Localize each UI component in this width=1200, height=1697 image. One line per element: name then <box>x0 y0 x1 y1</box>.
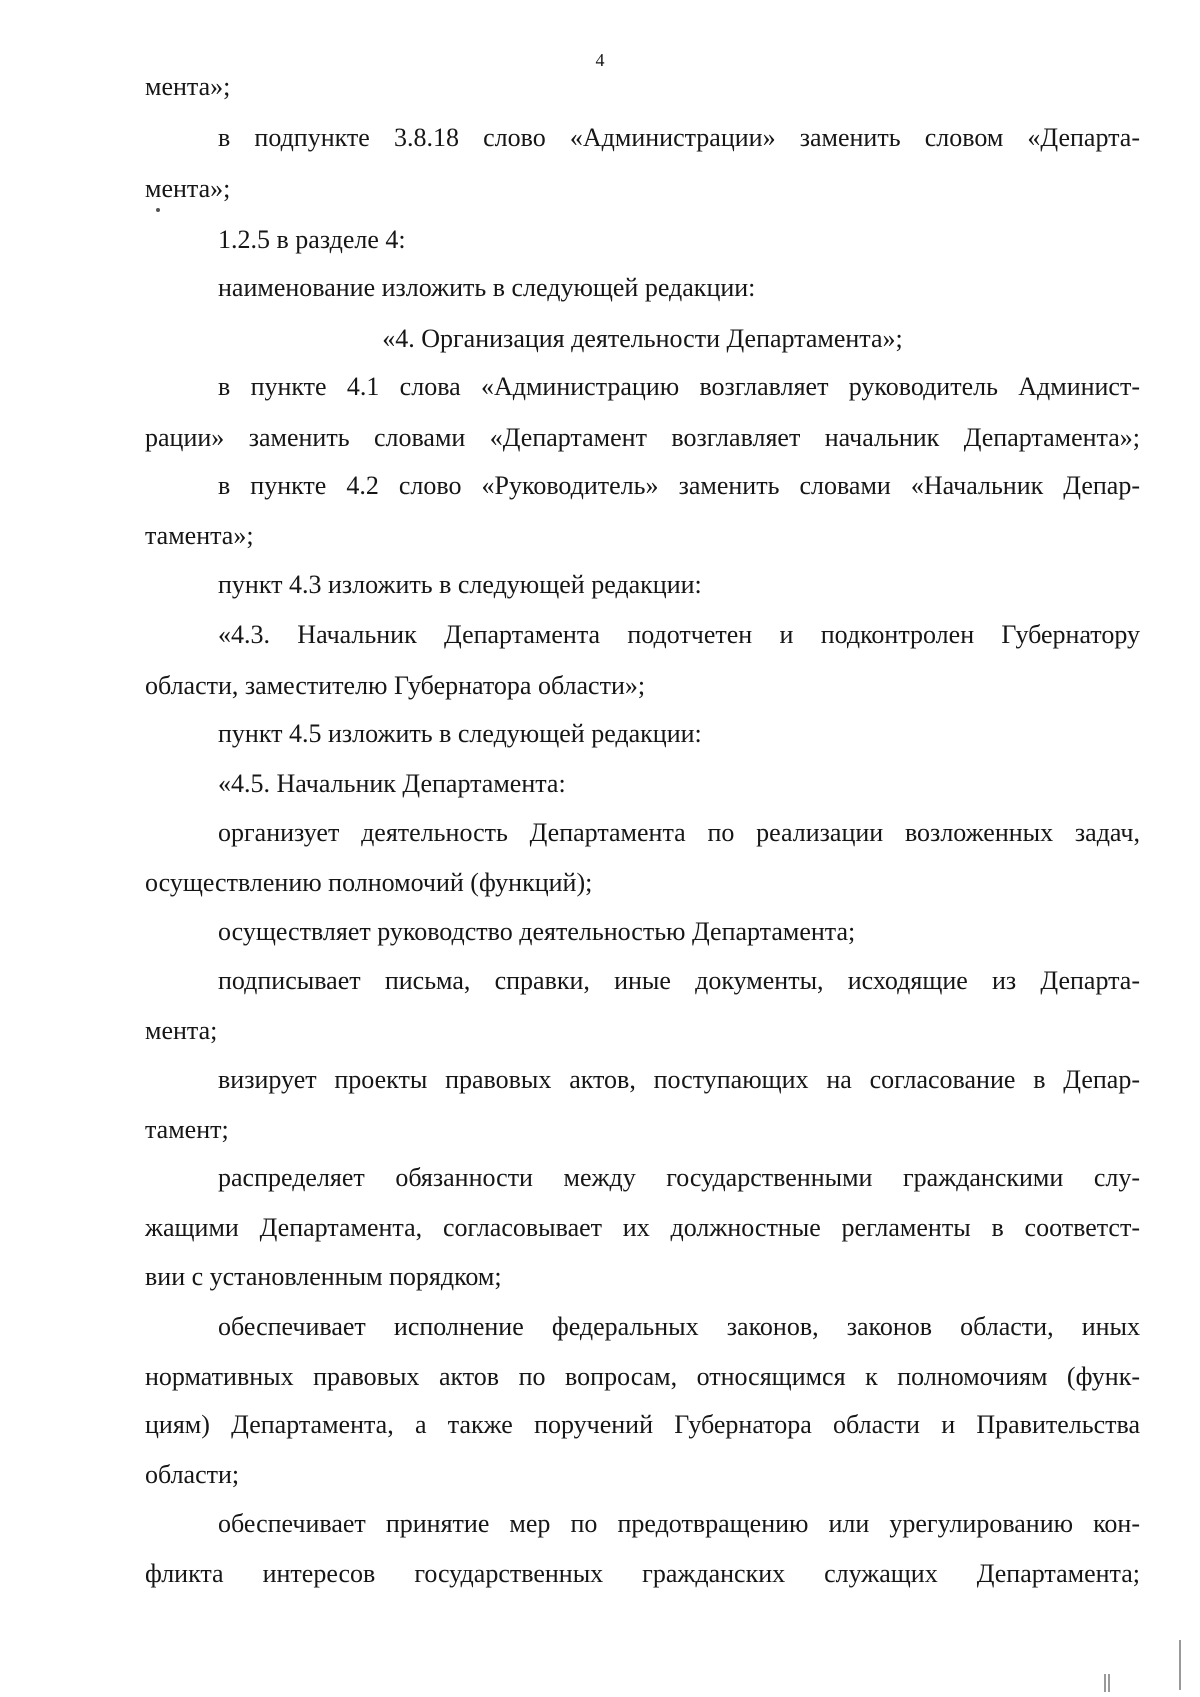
scan-edge-mark <box>1104 1674 1106 1692</box>
text-line: 1.2.5 в разделе 4: <box>218 225 406 254</box>
text-line: вии с установленным порядком; <box>145 1262 502 1291</box>
text-line: пункт 4.3 изложить в следующей редакции: <box>218 570 702 599</box>
text-line: подписывает письма, справки, иные документы, исходящие из Департа- <box>218 966 1140 995</box>
text-line: пункт 4.5 изложить в следующей редакции: <box>218 719 702 748</box>
text-line: обеспечивает исполнение федеральных законов, законов области, иных <box>218 1312 1140 1341</box>
text-line: фликта интересов государственных гражданских служащих Департамента; <box>145 1559 1140 1588</box>
text-line: «4.3. Начальник Департамента подотчетен и подконтролен Губернатору <box>218 620 1140 649</box>
text-line: наименование изложить в следующей редакции: <box>218 273 756 302</box>
text-line: организует деятельность Департамента по реализации возложенных задач, <box>218 818 1140 847</box>
text-line: в подпункте 3.8.18 слово «Администрации» заменить словом «Департа- <box>218 123 1140 152</box>
text-line: рации» заменить словами «Департамент возглавляет начальник Департамента»; <box>145 423 1140 452</box>
text-line: обеспечивает принятие мер по предотвращению или урегулированию кон- <box>218 1509 1140 1538</box>
text-line: тамент; <box>145 1115 229 1144</box>
text-line: в пункте 4.2 слово «Руководитель» заменить словами «Начальник Депар- <box>218 471 1140 500</box>
text-line: области, заместителю Губернатора области»; <box>145 671 646 700</box>
scan-speck <box>156 208 160 212</box>
text-line: «4.5. Начальник Департамента: <box>218 769 566 798</box>
text-line: области; <box>145 1460 240 1489</box>
text-line: мента»; <box>145 174 231 203</box>
text-line: осуществлению полномочий (функций); <box>145 868 593 897</box>
text-line: распределяет обязанности между государственными гражданскими слу- <box>218 1163 1140 1192</box>
text-line: тамента»; <box>145 521 254 550</box>
scan-edge-mark <box>1179 1640 1181 1690</box>
scan-edge-mark <box>1108 1674 1110 1692</box>
text-line: в пункте 4.1 слова «Администрацию возглавляет руководитель Админист- <box>218 372 1140 401</box>
text-line: нормативных правовых актов по вопросам, относящимся к полномочиям (функ- <box>145 1362 1140 1391</box>
page-number: 4 <box>595 50 605 70</box>
text-line: мента; <box>145 1016 218 1045</box>
text-line: визирует проекты правовых актов, поступающих на согласование в Депар- <box>218 1065 1140 1094</box>
text-line: циям) Департамента, а также поручений Губернатора области и Правительства <box>145 1410 1140 1439</box>
section-heading: «4. Организация деятельности Департамента»; <box>382 324 903 353</box>
text-line: жащими Департамента, согласовывает их должностные регламенты в соответст- <box>145 1213 1140 1242</box>
text-line: осуществляет руководство деятельностью Департамента; <box>218 917 856 946</box>
text-line: мента»; <box>145 72 231 101</box>
